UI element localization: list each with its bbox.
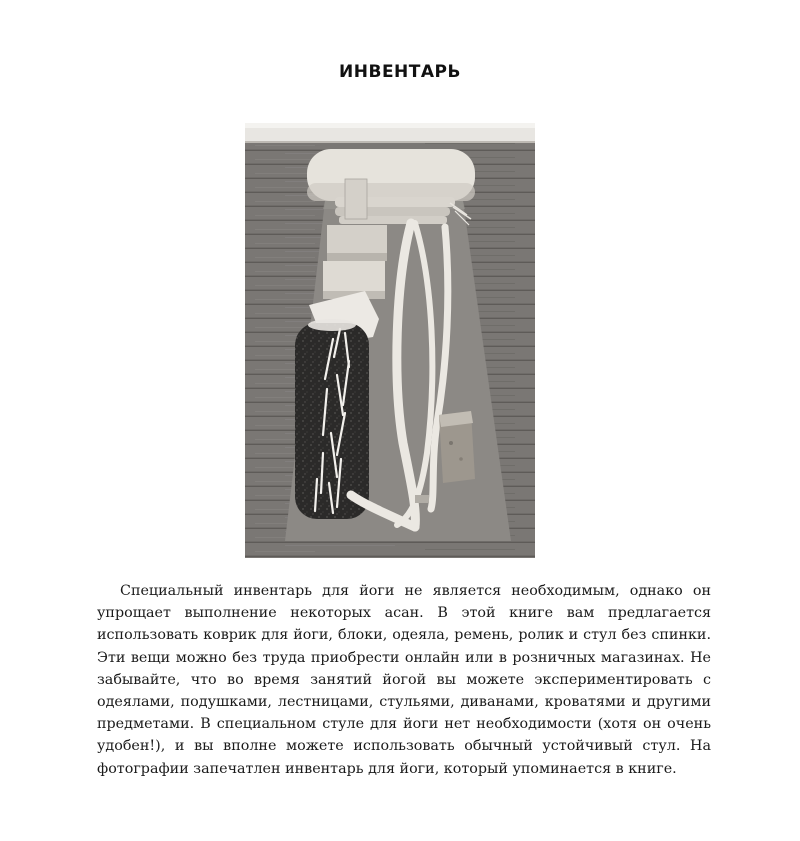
body-paragraph: Специальный инвентарь для йоги не является необходимым, однако он упрощает выполнение некоторых асан. В этой книге вам предлагается использовать коврик для йоги, блоки, одеяла, ремень, ролик и стул без спинки. Эти вещи можно без труда приобрести онлайн или в розничных магазинах. Не забывайте, что во время занятий йогой вы можете экспериментировать с одеялами, подушками, лестницами, стульями, диванами, кроватями и другими предметами. В специальном стуле для йоги нет необходимости (хотя он очень удобен!), и вы вполне можете использовать обычный устойчивый стул. На фотографии запечатлен инвентарь для йоги, который упоминается в книге. (97, 583, 711, 777)
yoga-block (327, 225, 387, 261)
rolled-blanket (295, 319, 369, 519)
page-title: ИНВЕНТАРЬ (339, 62, 461, 82)
yoga-equipment-photo (245, 123, 535, 558)
yoga-block-small (345, 179, 367, 219)
yoga-block (323, 261, 385, 299)
eye-pillow (439, 411, 475, 483)
yoga-bolster (307, 149, 475, 201)
